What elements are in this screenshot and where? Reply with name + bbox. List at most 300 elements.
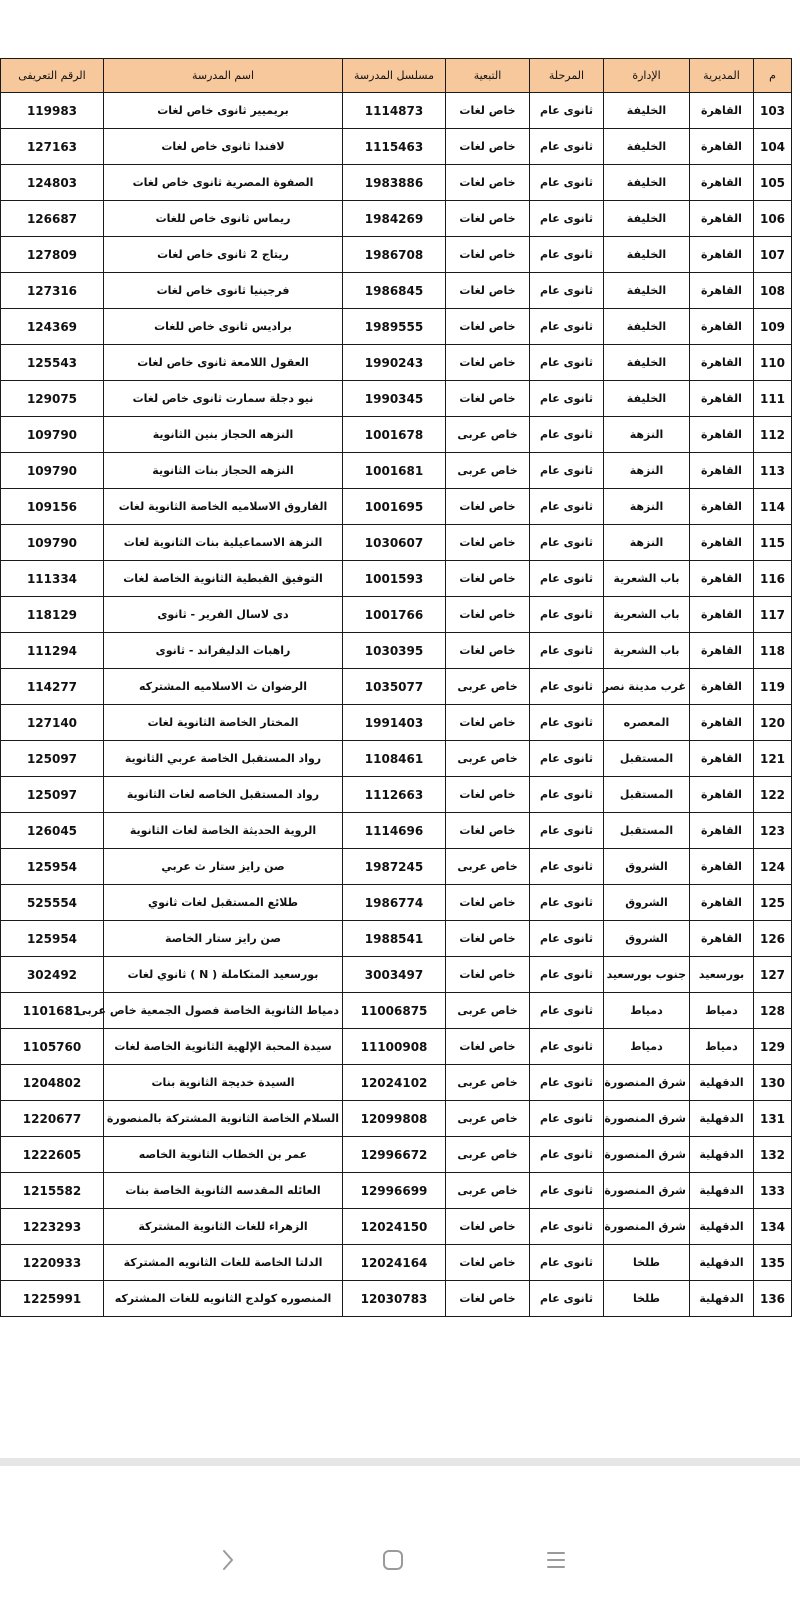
cell-affiliation: خاص عربى: [446, 417, 530, 453]
cell-id-number: 111334: [1, 561, 104, 597]
table-row: [1, 993, 792, 1029]
cell-serial-no: 109: [754, 309, 792, 345]
cell-stage: ثانوى عام: [530, 957, 604, 993]
cell-affiliation: خاص لغات: [446, 381, 530, 417]
cell-school-serial: 3003497: [343, 957, 446, 993]
cell-id-number: 125097: [1, 741, 104, 777]
cell-administration: دمياط: [604, 993, 690, 1029]
table-row: [1, 345, 792, 381]
cell-stage: ثانوى عام: [530, 1245, 604, 1281]
cell-serial-no: 125: [754, 885, 792, 921]
cell-serial-no: 106: [754, 201, 792, 237]
cell-administration: الخليفة: [604, 201, 690, 237]
system-navigation-bar: [0, 1520, 800, 1600]
cell-directorate: القاهرة: [690, 453, 754, 489]
cell-administration: شرق المنصورة: [604, 1065, 690, 1101]
cell-affiliation: خاص لغات: [446, 885, 530, 921]
cell-administration: الخليفة: [604, 273, 690, 309]
cell-serial-no: 113: [754, 453, 792, 489]
recent-apps-icon: [544, 1548, 568, 1572]
cell-directorate: القاهرة: [690, 345, 754, 381]
cell-affiliation: خاص لغات: [446, 1209, 530, 1245]
cell-stage: ثانوى عام: [530, 201, 604, 237]
cell-id-number: 127140: [1, 705, 104, 741]
cell-directorate: القاهرة: [690, 561, 754, 597]
cell-school-serial: 1990243: [343, 345, 446, 381]
cell-stage: ثانوى عام: [530, 525, 604, 561]
cell-school-serial: 1986774: [343, 885, 446, 921]
table-row: [1, 525, 792, 561]
cell-administration: النزهة: [604, 453, 690, 489]
cell-administration: طلخا: [604, 1245, 690, 1281]
cell-id-number: 119983: [1, 93, 104, 129]
cell-administration: الخليفة: [604, 345, 690, 381]
cell-stage: ثانوى عام: [530, 345, 604, 381]
cell-affiliation: خاص لغات: [446, 273, 530, 309]
cell-administration: باب الشعرية: [604, 561, 690, 597]
cell-id-number: 1105760: [1, 1029, 104, 1065]
table-row: [1, 561, 792, 597]
cell-affiliation: خاص عربى: [446, 993, 530, 1029]
cell-administration: المستقبل: [604, 741, 690, 777]
cell-stage: ثانوى عام: [530, 813, 604, 849]
cell-school-name: الفاروق الاسلاميه الخاصة الثانوية لغات: [104, 489, 343, 525]
cell-directorate: الدقهلية: [690, 1245, 754, 1281]
cell-school-serial: 1001678: [343, 417, 446, 453]
table-row: [1, 453, 792, 489]
cell-school-name: بريميير ثانوى خاص لغات: [104, 93, 343, 129]
cell-school-name: طلائع المستقبل لغات ثانوي: [104, 885, 343, 921]
cell-school-name: الدلتا الخاصة للغات الثانويه المشتركة: [104, 1245, 343, 1281]
cell-directorate: القاهرة: [690, 633, 754, 669]
table-row: [1, 1065, 792, 1101]
table-row: [1, 201, 792, 237]
cell-serial-no: 110: [754, 345, 792, 381]
cell-school-serial: 1986708: [343, 237, 446, 273]
cell-serial-no: 119: [754, 669, 792, 705]
table-header-row: [1, 59, 792, 93]
cell-administration: النزهة: [604, 417, 690, 453]
table-row: [1, 669, 792, 705]
cell-school-name: العائله المقدسه الثانوية الخاصة بنات: [104, 1173, 343, 1209]
cell-school-serial: 1001766: [343, 597, 446, 633]
cell-school-serial: 1984269: [343, 201, 446, 237]
cell-id-number: 1223293: [1, 1209, 104, 1245]
table-row: [1, 633, 792, 669]
cell-administration: النزهة: [604, 489, 690, 525]
cell-id-number: 126045: [1, 813, 104, 849]
cell-id-number: 1101681: [1, 993, 104, 1029]
header-serial-no: م: [754, 59, 792, 93]
cell-affiliation: خاص لغات: [446, 201, 530, 237]
header-id-number: الرقم التعريفى: [1, 59, 104, 93]
cell-serial-no: 121: [754, 741, 792, 777]
cell-affiliation: خاص عربى: [446, 1065, 530, 1101]
table-row: [1, 957, 792, 993]
cell-stage: ثانوى عام: [530, 1137, 604, 1173]
cell-school-name: براديس ثانوى خاص للغات: [104, 309, 343, 345]
cell-directorate: دمياط: [690, 1029, 754, 1065]
table-row: [1, 1137, 792, 1173]
cell-directorate: القاهرة: [690, 597, 754, 633]
cell-serial-no: 128: [754, 993, 792, 1029]
cell-administration: باب الشعرية: [604, 633, 690, 669]
cell-school-name: دى لاسال الفرير - ثانوى: [104, 597, 343, 633]
cell-affiliation: خاص لغات: [446, 561, 530, 597]
cell-id-number: 126687: [1, 201, 104, 237]
table-row: [1, 813, 792, 849]
cell-affiliation: خاص لغات: [446, 921, 530, 957]
table-row: [1, 1101, 792, 1137]
cell-school-serial: 1986845: [343, 273, 446, 309]
cell-directorate: القاهرة: [690, 741, 754, 777]
cell-administration: الخليفة: [604, 237, 690, 273]
cell-school-name: الصفوة المصرية ثانوى خاص لغات: [104, 165, 343, 201]
table-row: [1, 237, 792, 273]
cell-administration: الخليفة: [604, 165, 690, 201]
cell-affiliation: خاص لغات: [446, 165, 530, 201]
cell-school-name: النزهة الاسماعيلية بنات الثانوية لغات: [104, 525, 343, 561]
cell-administration: باب الشعرية: [604, 597, 690, 633]
cell-directorate: الدقهلية: [690, 1173, 754, 1209]
table-row: [1, 1209, 792, 1245]
cell-stage: ثانوى عام: [530, 705, 604, 741]
cell-school-name: المنصوره كولدج الثانويه للغات المشتركه: [104, 1281, 343, 1317]
cell-school-serial: 1108461: [343, 741, 446, 777]
cell-id-number: 1222605: [1, 1137, 104, 1173]
cell-affiliation: خاص لغات: [446, 957, 530, 993]
cell-directorate: الدقهلية: [690, 1281, 754, 1317]
cell-id-number: 1225991: [1, 1281, 104, 1317]
cell-serial-no: 118: [754, 633, 792, 669]
cell-directorate: القاهرة: [690, 309, 754, 345]
cell-school-serial: 1001681: [343, 453, 446, 489]
cell-school-name: رواد المستقبل الخاصة عربي الثانوية: [104, 741, 343, 777]
cell-school-name: بورسعيد المتكاملة ( N ) ثانوي لغات: [104, 957, 343, 993]
cell-directorate: القاهرة: [690, 237, 754, 273]
cell-stage: ثانوى عام: [530, 273, 604, 309]
cell-serial-no: 136: [754, 1281, 792, 1317]
table-row: [1, 129, 792, 165]
cell-school-name: الرضوان ث الاسلاميه المشتركه: [104, 669, 343, 705]
cell-id-number: 109790: [1, 453, 104, 489]
table-row: [1, 1281, 792, 1317]
cell-serial-no: 115: [754, 525, 792, 561]
cell-affiliation: خاص لغات: [446, 489, 530, 525]
cell-affiliation: خاص لغات: [446, 525, 530, 561]
cell-school-serial: 1991403: [343, 705, 446, 741]
cell-affiliation: خاص عربى: [446, 1137, 530, 1173]
cell-administration: شرق المنصورة: [604, 1101, 690, 1137]
table-row: [1, 1245, 792, 1281]
cell-school-serial: 1983886: [343, 165, 446, 201]
cell-school-serial: 1030607: [343, 525, 446, 561]
cell-stage: ثانوى عام: [530, 633, 604, 669]
cell-serial-no: 134: [754, 1209, 792, 1245]
cell-serial-no: 126: [754, 921, 792, 957]
cell-school-name: المختار الخاصة الثانوية لغات: [104, 705, 343, 741]
cell-directorate: الدقهلية: [690, 1209, 754, 1245]
cell-affiliation: خاص لغات: [446, 309, 530, 345]
cell-stage: ثانوى عام: [530, 1029, 604, 1065]
cell-serial-no: 108: [754, 273, 792, 309]
cell-stage: ثانوى عام: [530, 1209, 604, 1245]
cell-serial-no: 120: [754, 705, 792, 741]
cell-affiliation: خاص لغات: [446, 705, 530, 741]
cell-stage: ثانوى عام: [530, 561, 604, 597]
cell-affiliation: خاص عربى: [446, 849, 530, 885]
table-row: [1, 309, 792, 345]
top-whitespace: [0, 0, 800, 58]
cell-directorate: القاهرة: [690, 705, 754, 741]
cell-serial-no: 133: [754, 1173, 792, 1209]
cell-school-name: التوفيق القبطية الثانوية الخاصة لغات: [104, 561, 343, 597]
cell-id-number: 125954: [1, 921, 104, 957]
cell-school-name: صن رايز ستار ث عربي: [104, 849, 343, 885]
back-button[interactable]: [210, 1542, 246, 1578]
cell-affiliation: خاص لغات: [446, 93, 530, 129]
cell-school-serial: 1030395: [343, 633, 446, 669]
table-row: [1, 921, 792, 957]
cell-stage: ثانوى عام: [530, 453, 604, 489]
cell-school-serial: 1114873: [343, 93, 446, 129]
cell-id-number: 127809: [1, 237, 104, 273]
cell-school-serial: 1989555: [343, 309, 446, 345]
cell-id-number: 124803: [1, 165, 104, 201]
cell-directorate: القاهرة: [690, 273, 754, 309]
cell-school-serial: 1987245: [343, 849, 446, 885]
table-row: [1, 705, 792, 741]
cell-directorate: بورسعيد: [690, 957, 754, 993]
cell-school-serial: 11006875: [343, 993, 446, 1029]
cell-school-name: نيو دجلة سمارت ثانوى خاص لغات: [104, 381, 343, 417]
cell-stage: ثانوى عام: [530, 165, 604, 201]
cell-affiliation: خاص عربى: [446, 669, 530, 705]
cell-directorate: الدقهلية: [690, 1137, 754, 1173]
table-row: [1, 741, 792, 777]
cell-serial-no: 104: [754, 129, 792, 165]
cell-affiliation: خاص لغات: [446, 1245, 530, 1281]
cell-stage: ثانوى عام: [530, 1065, 604, 1101]
cell-serial-no: 132: [754, 1137, 792, 1173]
cell-id-number: 127316: [1, 273, 104, 309]
cell-school-name: رواد المستقبل الخاصه لغات الثانوية: [104, 777, 343, 813]
cell-administration: غرب مدينة نصر: [604, 669, 690, 705]
cell-administration: شرق المنصورة: [604, 1137, 690, 1173]
cell-id-number: 124369: [1, 309, 104, 345]
table-row: [1, 777, 792, 813]
cell-directorate: القاهرة: [690, 93, 754, 129]
cell-administration: شرق المنصورة: [604, 1173, 690, 1209]
table-row: [1, 417, 792, 453]
cell-stage: ثانوى عام: [530, 129, 604, 165]
cell-school-serial: 12099808: [343, 1101, 446, 1137]
cell-serial-no: 111: [754, 381, 792, 417]
cell-id-number: 125097: [1, 777, 104, 813]
cell-school-serial: 1112663: [343, 777, 446, 813]
cell-school-name: صن رايز ستار الخاصة: [104, 921, 343, 957]
cell-school-name: السيدة خديجة الثانوية بنات: [104, 1065, 343, 1101]
header-school-name: اسم المدرسة: [104, 59, 343, 93]
cell-administration: دمياط: [604, 1029, 690, 1065]
cell-serial-no: 112: [754, 417, 792, 453]
cell-id-number: 302492: [1, 957, 104, 993]
cell-school-serial: 1035077: [343, 669, 446, 705]
cell-serial-no: 117: [754, 597, 792, 633]
cell-school-name: فرجينيا ثانوى خاص لغات: [104, 273, 343, 309]
cell-stage: ثانوى عام: [530, 489, 604, 525]
cell-directorate: القاهرة: [690, 417, 754, 453]
cell-id-number: 109156: [1, 489, 104, 525]
cell-stage: ثانوى عام: [530, 381, 604, 417]
table-row: [1, 1029, 792, 1065]
cell-school-name: السلام الخاصة الثانوية المشتركة بالمنصورة: [104, 1101, 343, 1137]
cell-administration: طلخا: [604, 1281, 690, 1317]
home-button[interactable]: [375, 1542, 411, 1578]
cell-school-name: سيدة المحبة الإلهية الثانوية الخاصة لغات: [104, 1029, 343, 1065]
cell-school-serial: 1990345: [343, 381, 446, 417]
cell-serial-no: 129: [754, 1029, 792, 1065]
cell-school-serial: 12024164: [343, 1245, 446, 1281]
cell-stage: ثانوى عام: [530, 1173, 604, 1209]
cell-directorate: القاهرة: [690, 129, 754, 165]
cell-affiliation: خاص لغات: [446, 777, 530, 813]
cell-school-name: لافندا ثانوى خاص لغات: [104, 129, 343, 165]
cell-directorate: القاهرة: [690, 849, 754, 885]
header-affiliation: التبعية: [446, 59, 530, 93]
cell-school-name: العقول اللامعة ثانوى خاص لغات: [104, 345, 343, 381]
header-directorate: المديرية: [690, 59, 754, 93]
cell-affiliation: خاص لغات: [446, 237, 530, 273]
cell-affiliation: خاص لغات: [446, 633, 530, 669]
cell-administration: جنوب بورسعيد: [604, 957, 690, 993]
cell-serial-no: 114: [754, 489, 792, 525]
cell-directorate: القاهرة: [690, 813, 754, 849]
table-row: [1, 93, 792, 129]
recent-apps-button[interactable]: [538, 1542, 574, 1578]
cell-school-serial: 12996672: [343, 1137, 446, 1173]
cell-stage: ثانوى عام: [530, 597, 604, 633]
cell-id-number: 111294: [1, 633, 104, 669]
cell-directorate: الدقهلية: [690, 1065, 754, 1101]
chevron-right-icon: [218, 1548, 238, 1572]
cell-school-serial: 12030783: [343, 1281, 446, 1317]
table-row: [1, 489, 792, 525]
cell-stage: ثانوى عام: [530, 93, 604, 129]
table-row: [1, 381, 792, 417]
cell-stage: ثانوى عام: [530, 921, 604, 957]
cell-id-number: 1204802: [1, 1065, 104, 1101]
cell-directorate: القاهرة: [690, 489, 754, 525]
cell-school-serial: 1001695: [343, 489, 446, 525]
cell-administration: النزهة: [604, 525, 690, 561]
cell-administration: الخليفة: [604, 309, 690, 345]
table-row: [1, 1173, 792, 1209]
cell-administration: شرق المنصورة: [604, 1209, 690, 1245]
cell-school-name: الروية الحديثة الخاصة لغات الثانوية: [104, 813, 343, 849]
cell-directorate: القاهرة: [690, 669, 754, 705]
cell-school-serial: 12024150: [343, 1209, 446, 1245]
cell-stage: ثانوى عام: [530, 777, 604, 813]
cell-serial-no: 124: [754, 849, 792, 885]
cell-administration: المستقبل: [604, 813, 690, 849]
cell-id-number: 109790: [1, 525, 104, 561]
header-school-serial: مسلسل المدرسة: [343, 59, 446, 93]
cell-administration: الخليفة: [604, 381, 690, 417]
cell-id-number: 1220677: [1, 1101, 104, 1137]
home-square-icon: [381, 1548, 405, 1572]
cell-directorate: الدقهلية: [690, 1101, 754, 1137]
cell-id-number: 127163: [1, 129, 104, 165]
cell-serial-no: 107: [754, 237, 792, 273]
cell-directorate: دمياط: [690, 993, 754, 1029]
cell-serial-no: 103: [754, 93, 792, 129]
cell-stage: ثانوى عام: [530, 237, 604, 273]
table-row: [1, 849, 792, 885]
cell-affiliation: خاص عربى: [446, 1101, 530, 1137]
cell-id-number: 525554: [1, 885, 104, 921]
cell-directorate: القاهرة: [690, 201, 754, 237]
cell-id-number: 109790: [1, 417, 104, 453]
cell-administration: الخليفة: [604, 129, 690, 165]
cell-id-number: 125954: [1, 849, 104, 885]
cell-serial-no: 130: [754, 1065, 792, 1101]
cell-stage: ثانوى عام: [530, 741, 604, 777]
cell-stage: ثانوى عام: [530, 669, 604, 705]
cell-directorate: القاهرة: [690, 165, 754, 201]
header-stage: المرحلة: [530, 59, 604, 93]
cell-stage: ثانوى عام: [530, 1101, 604, 1137]
cell-affiliation: خاص لغات: [446, 1029, 530, 1065]
cell-school-serial: 1114696: [343, 813, 446, 849]
cell-affiliation: خاص لغات: [446, 1281, 530, 1317]
cell-directorate: القاهرة: [690, 381, 754, 417]
cell-directorate: القاهرة: [690, 525, 754, 561]
cell-affiliation: خاص لغات: [446, 597, 530, 633]
header-administration: الإدارة: [604, 59, 690, 93]
cell-administration: الشروق: [604, 849, 690, 885]
cell-school-serial: 11100908: [343, 1029, 446, 1065]
cell-school-serial: 1115463: [343, 129, 446, 165]
cell-administration: المستقبل: [604, 777, 690, 813]
cell-administration: الشروق: [604, 921, 690, 957]
table-row: [1, 273, 792, 309]
cell-school-name: دمياط الثانوية الخاصة فصول الجمعية خاص عربى: [104, 993, 343, 1029]
cell-serial-no: 127: [754, 957, 792, 993]
cell-directorate: القاهرة: [690, 885, 754, 921]
table-row: [1, 165, 792, 201]
cell-administration: الخليفة: [604, 93, 690, 129]
cell-affiliation: خاص لغات: [446, 345, 530, 381]
cell-stage: ثانوى عام: [530, 1281, 604, 1317]
cell-id-number: 1220933: [1, 1245, 104, 1281]
cell-school-name: راهبات الدليفراند - ثانوى: [104, 633, 343, 669]
cell-affiliation: خاص لغات: [446, 813, 530, 849]
cell-stage: ثانوى عام: [530, 309, 604, 345]
cell-stage: ثانوى عام: [530, 885, 604, 921]
cell-administration: المعصره: [604, 705, 690, 741]
cell-school-serial: 1001593: [343, 561, 446, 597]
cell-school-serial: 12996699: [343, 1173, 446, 1209]
cell-administration: الشروق: [604, 885, 690, 921]
cell-school-serial: 1988541: [343, 921, 446, 957]
cell-school-name: ريماس ثانوى خاص للغات: [104, 201, 343, 237]
cell-serial-no: 105: [754, 165, 792, 201]
cell-serial-no: 122: [754, 777, 792, 813]
cell-serial-no: 116: [754, 561, 792, 597]
table-body: [1, 93, 792, 1317]
cell-stage: ثانوى عام: [530, 849, 604, 885]
